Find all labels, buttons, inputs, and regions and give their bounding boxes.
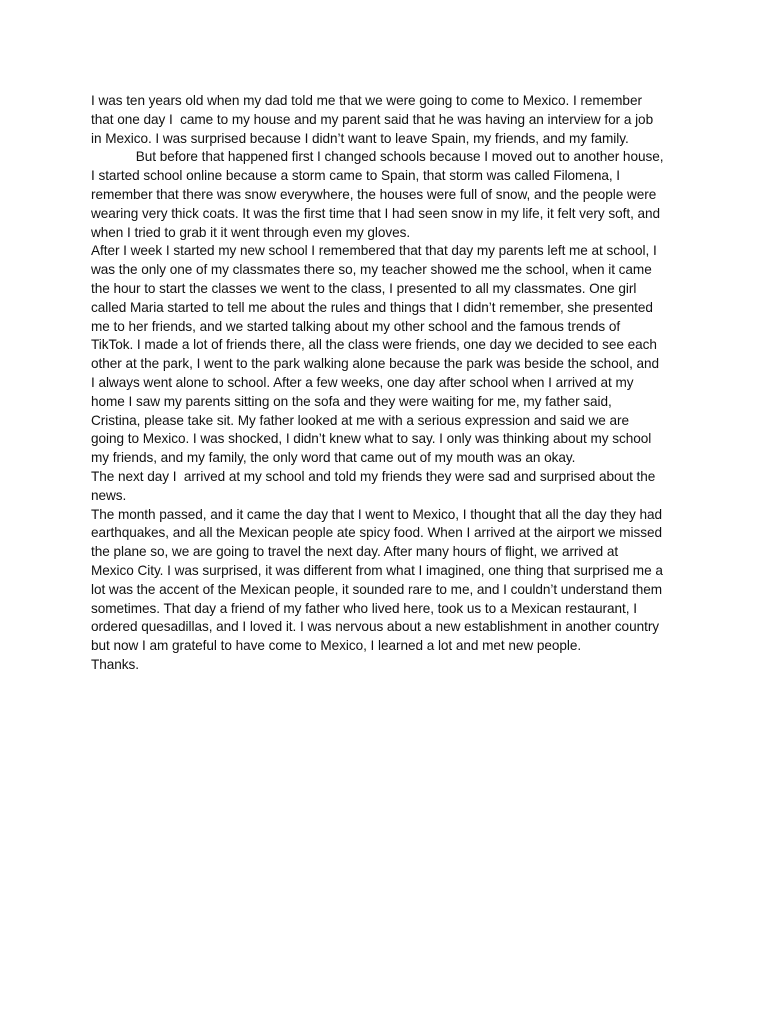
text-line: But before that happened first I changed schools because I moved out to another house, — [91, 149, 664, 165]
text-line: the plane so, we are going to travel the next day. After many hours of flight, we arrived at — [91, 544, 619, 560]
text-line: Thanks. — [91, 656, 140, 672]
text-line: I started school online because a storm came to Spain, that storm was called Filomena, I — [91, 168, 621, 184]
text-line: going to Mexico. I was shocked, I didn’t knew what to say. I only was thinking about my school — [91, 431, 652, 447]
essay-text — [91, 92, 691, 675]
text-line: After I week I started my new school I remembered that that day my parents left me at school, I — [91, 243, 657, 259]
text-line: me to her friends, and we started talking about my other school and the famous trends of — [91, 318, 621, 334]
text-line: called Maria started to tell me about the rules and things that I didn’t remember, she presented — [91, 299, 653, 315]
text-line: news. — [91, 487, 127, 503]
text-line: earthquakes, and all the Mexican people ate spicy food. When I arrived at the airport we missed — [91, 525, 663, 541]
text-line: when I tried to grab it it went through even my gloves. — [91, 224, 411, 240]
text-line: The month passed, and it came the day that I went to Mexico, I thought that all the day they had — [91, 506, 663, 522]
text-line: Mexico City. I was surprised, it was different from what I imagined, one thing that surprised me a — [91, 562, 663, 578]
text-line: sometimes. That day a friend of my father who lived here, took us to a Mexican restaurant, I — [91, 600, 637, 616]
text-line: ordered quesadillas, and I loved it. I was nervous about a new establishment in another country — [91, 619, 660, 635]
text-line: but now I am grateful to have come to Mexico, I learned a lot and met new people. — [91, 638, 582, 654]
text-line: other at the park, I went to the park walking alone because the park was beside the school, and — [91, 356, 660, 372]
text-line: my friends, and my family, the only word that came out of my mouth was an okay. — [91, 450, 576, 466]
text-line: was the only one of my classmates there so, my teacher showed me the school, when it came — [91, 262, 652, 278]
text-line: in Mexico. I was surprised because I didn’t want to leave Spain, my friends, and my family. — [91, 130, 629, 146]
text-line: I always went alone to school. After a few weeks, one day after school when I arrived at my — [91, 374, 634, 390]
text-line: home I saw my parents sitting on the sofa and they were waiting for me, my father said, — [91, 393, 612, 409]
text-line: wearing very thick coats. It was the first time that I had seen snow in my life, it felt very soft, and — [91, 205, 661, 221]
text-line: TikTok. I made a lot of friends there, all the class were friends, one day we decided to see each — [91, 337, 657, 353]
text-line: The next day I arrived at my school and told my friends they were sad and surprised about the — [91, 468, 656, 484]
text-line: remember that there was snow everywhere, the houses were full of snow, and the people were — [91, 186, 657, 202]
text-line: the hour to start the classes we went to the class, I presented to all my classmates. One girl — [91, 280, 637, 296]
text-line: lot was the accent of the Mexican people, it sounded rare to me, and I couldn’t understand them — [91, 581, 663, 597]
text-line: I was ten years old when my dad told me that we were going to come to Mexico. I remember — [91, 93, 642, 108]
text-line: Cristina, please take sit. My father looked at me with a serious expression and said we are — [91, 412, 629, 428]
text-line: that one day I came to my house and my parent said that he was having an interview for a job — [91, 111, 654, 127]
